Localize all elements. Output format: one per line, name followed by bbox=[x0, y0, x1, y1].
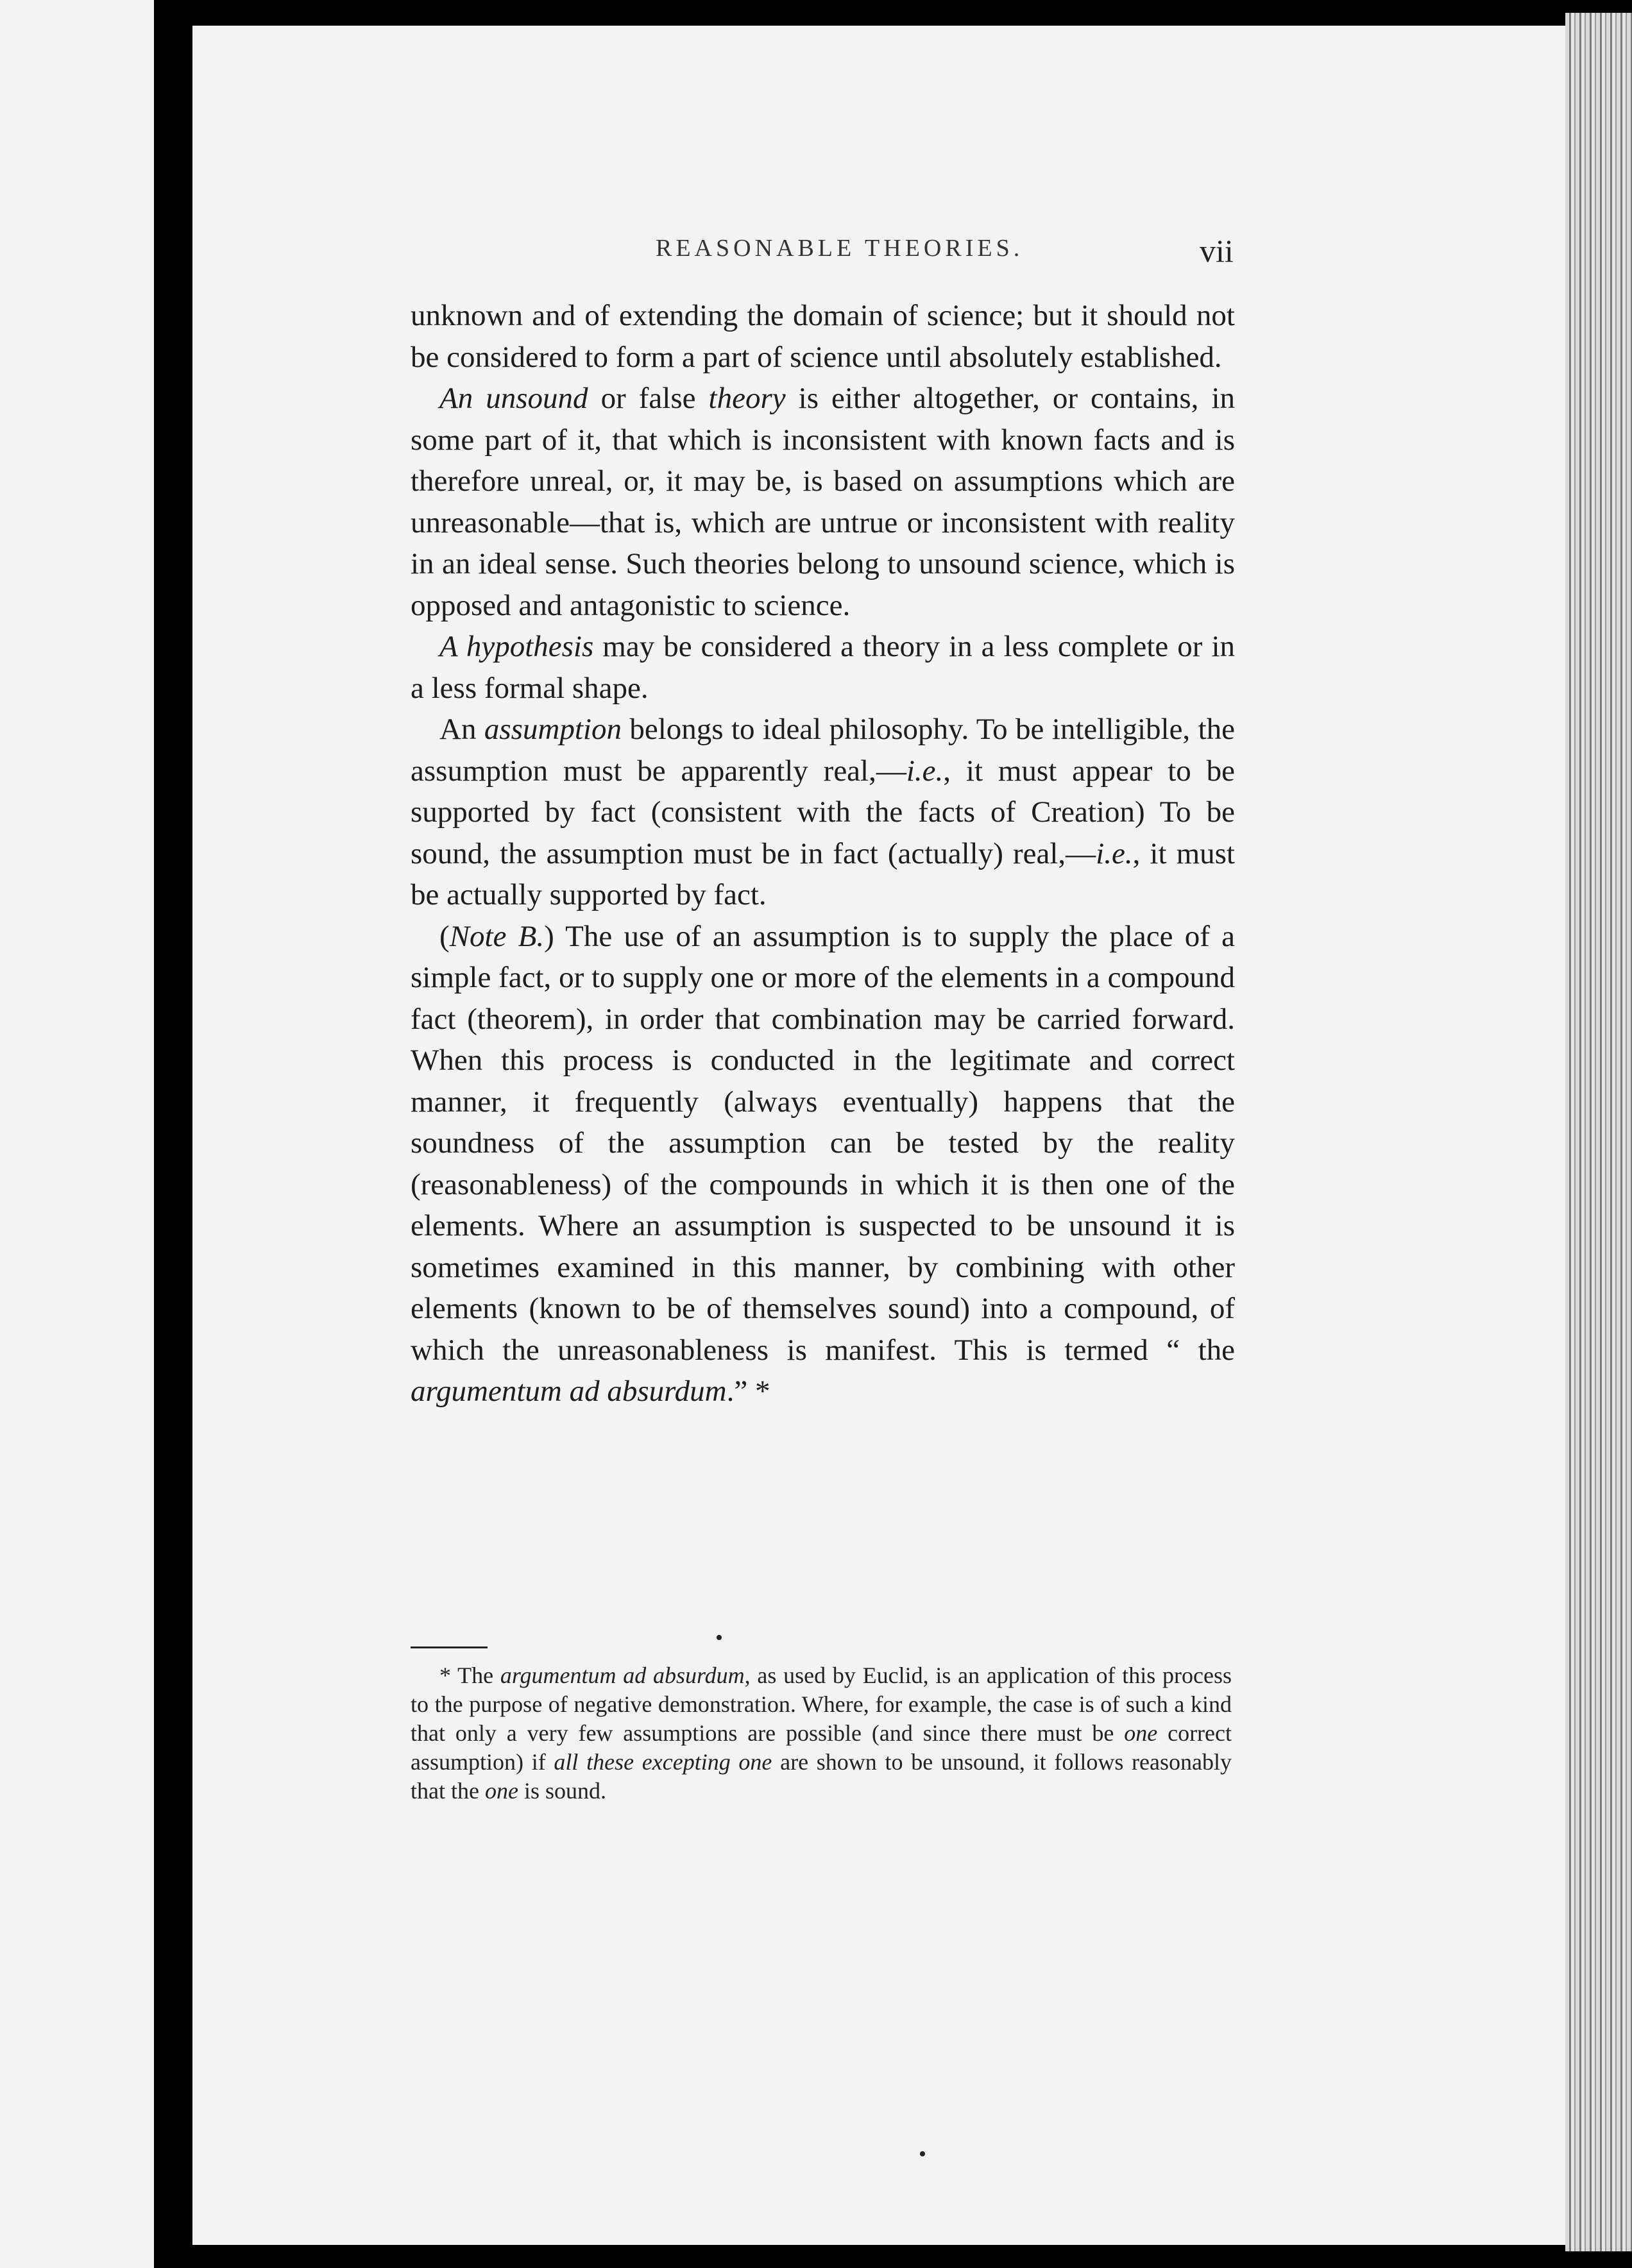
footnote-text bbox=[411, 1661, 1232, 1806]
p4-text-c: , it must appear to be supported by fact (consistent with the facts of Creation) To be sound, the assumption must be in fact (actually) real,— bbox=[411, 754, 1235, 870]
p5-text-a: ) The use of an assumption is to supply the place of a simple fact, or to supply one or more of the elements in a compound fact (theorem), in order that combination may be carried forward. When this process is conducted in the legitimate and correct manner, it frequently (always eventually) happens that the soundness of the assumption can be tested by the reality (reasonableness) of the compounds in which it is then one of the elements. Where an assumption is suspected to be unsound it is sometimes examined in this manner, by combining with other elements (known to be of themselves sound) into a compound, of which the unreasonableness is manifest. This is termed “ the bbox=[411, 919, 1235, 1367]
p2-term-unsound: An unsound bbox=[439, 382, 588, 415]
footnote-rule bbox=[411, 1646, 488, 1648]
fn-term-all-these: all these excepting one bbox=[554, 1749, 772, 1775]
p4-text-a: An bbox=[439, 713, 484, 746]
fn-term-argumentum: argumentum ad absurdum bbox=[500, 1663, 745, 1688]
body-text bbox=[411, 295, 1235, 1412]
paragraph-4 bbox=[411, 709, 1235, 916]
p4-ie-1: i.e. bbox=[906, 754, 944, 788]
paragraph-5 bbox=[411, 916, 1235, 1412]
footnote bbox=[411, 1661, 1232, 1806]
p4-text-b: belongs to ideal philosophy. To be intelligible, the assumption must be apparently real,— bbox=[411, 713, 1235, 788]
book-gutter bbox=[154, 0, 192, 2268]
p4-text-d: , it must be actually supported by fact. bbox=[411, 836, 1235, 911]
page-number: vii bbox=[1200, 233, 1234, 269]
fn-text-c: correct assumption) if bbox=[411, 1720, 1232, 1775]
page-edges bbox=[1565, 13, 1632, 2251]
stray-mark-bottom: • bbox=[919, 2142, 926, 2166]
p4-term-assumption: assumption bbox=[484, 713, 622, 746]
p3-text: may be considered a theory in a less complete or in a less formal shape. bbox=[411, 630, 1236, 705]
p2-text-b: is either altogether, or contains, in some part of it, that which is inconsistent with known facts and is therefore unreal, or, it may be, is based on assumptions which are unreasonable—that is, which are untrue or inconsistent with reality in an ideal sense. Such theories belong to unsound science, which is opposed and antagonistic to science. bbox=[411, 382, 1236, 622]
paragraph-2 bbox=[411, 378, 1235, 626]
fn-text-b: , as used by Euclid, is an application of this process to the purpose of negative demonstration. Where, for example, the case is of such a kind that only a very few assumptions are possible (and since there must be bbox=[411, 1663, 1232, 1746]
p4-ie-2: i.e. bbox=[1096, 836, 1133, 870]
p5-paren: ( bbox=[439, 919, 450, 953]
p3-term-hypothesis: A hypothesis bbox=[439, 630, 594, 663]
paragraph-1: unknown and of extending the domain of science; but it should not be considered to form a part of science until absolutely established. bbox=[411, 299, 1235, 374]
p5-note-ref: Note B. bbox=[449, 919, 545, 953]
fn-term-one-2: one bbox=[484, 1778, 518, 1804]
fn-term-one-1: one bbox=[1124, 1720, 1158, 1746]
running-title: REASONABLE THEORIES. bbox=[656, 235, 1024, 262]
p2-term-theory: theory bbox=[708, 382, 786, 415]
stray-mark: • bbox=[715, 1626, 723, 1650]
fn-text-a: * The bbox=[439, 1663, 500, 1688]
paragraph-3 bbox=[411, 626, 1235, 709]
left-page-edge bbox=[0, 0, 154, 2268]
fn-text-d: are shown to be unsound, it follows reasonably that the bbox=[411, 1749, 1232, 1804]
p5-text-b: .” * bbox=[726, 1375, 770, 1408]
p5-term-argumentum: argumentum ad absurdum bbox=[411, 1375, 727, 1408]
p2-text-a: or false bbox=[588, 382, 709, 415]
fn-text-e: is sound. bbox=[518, 1778, 606, 1804]
